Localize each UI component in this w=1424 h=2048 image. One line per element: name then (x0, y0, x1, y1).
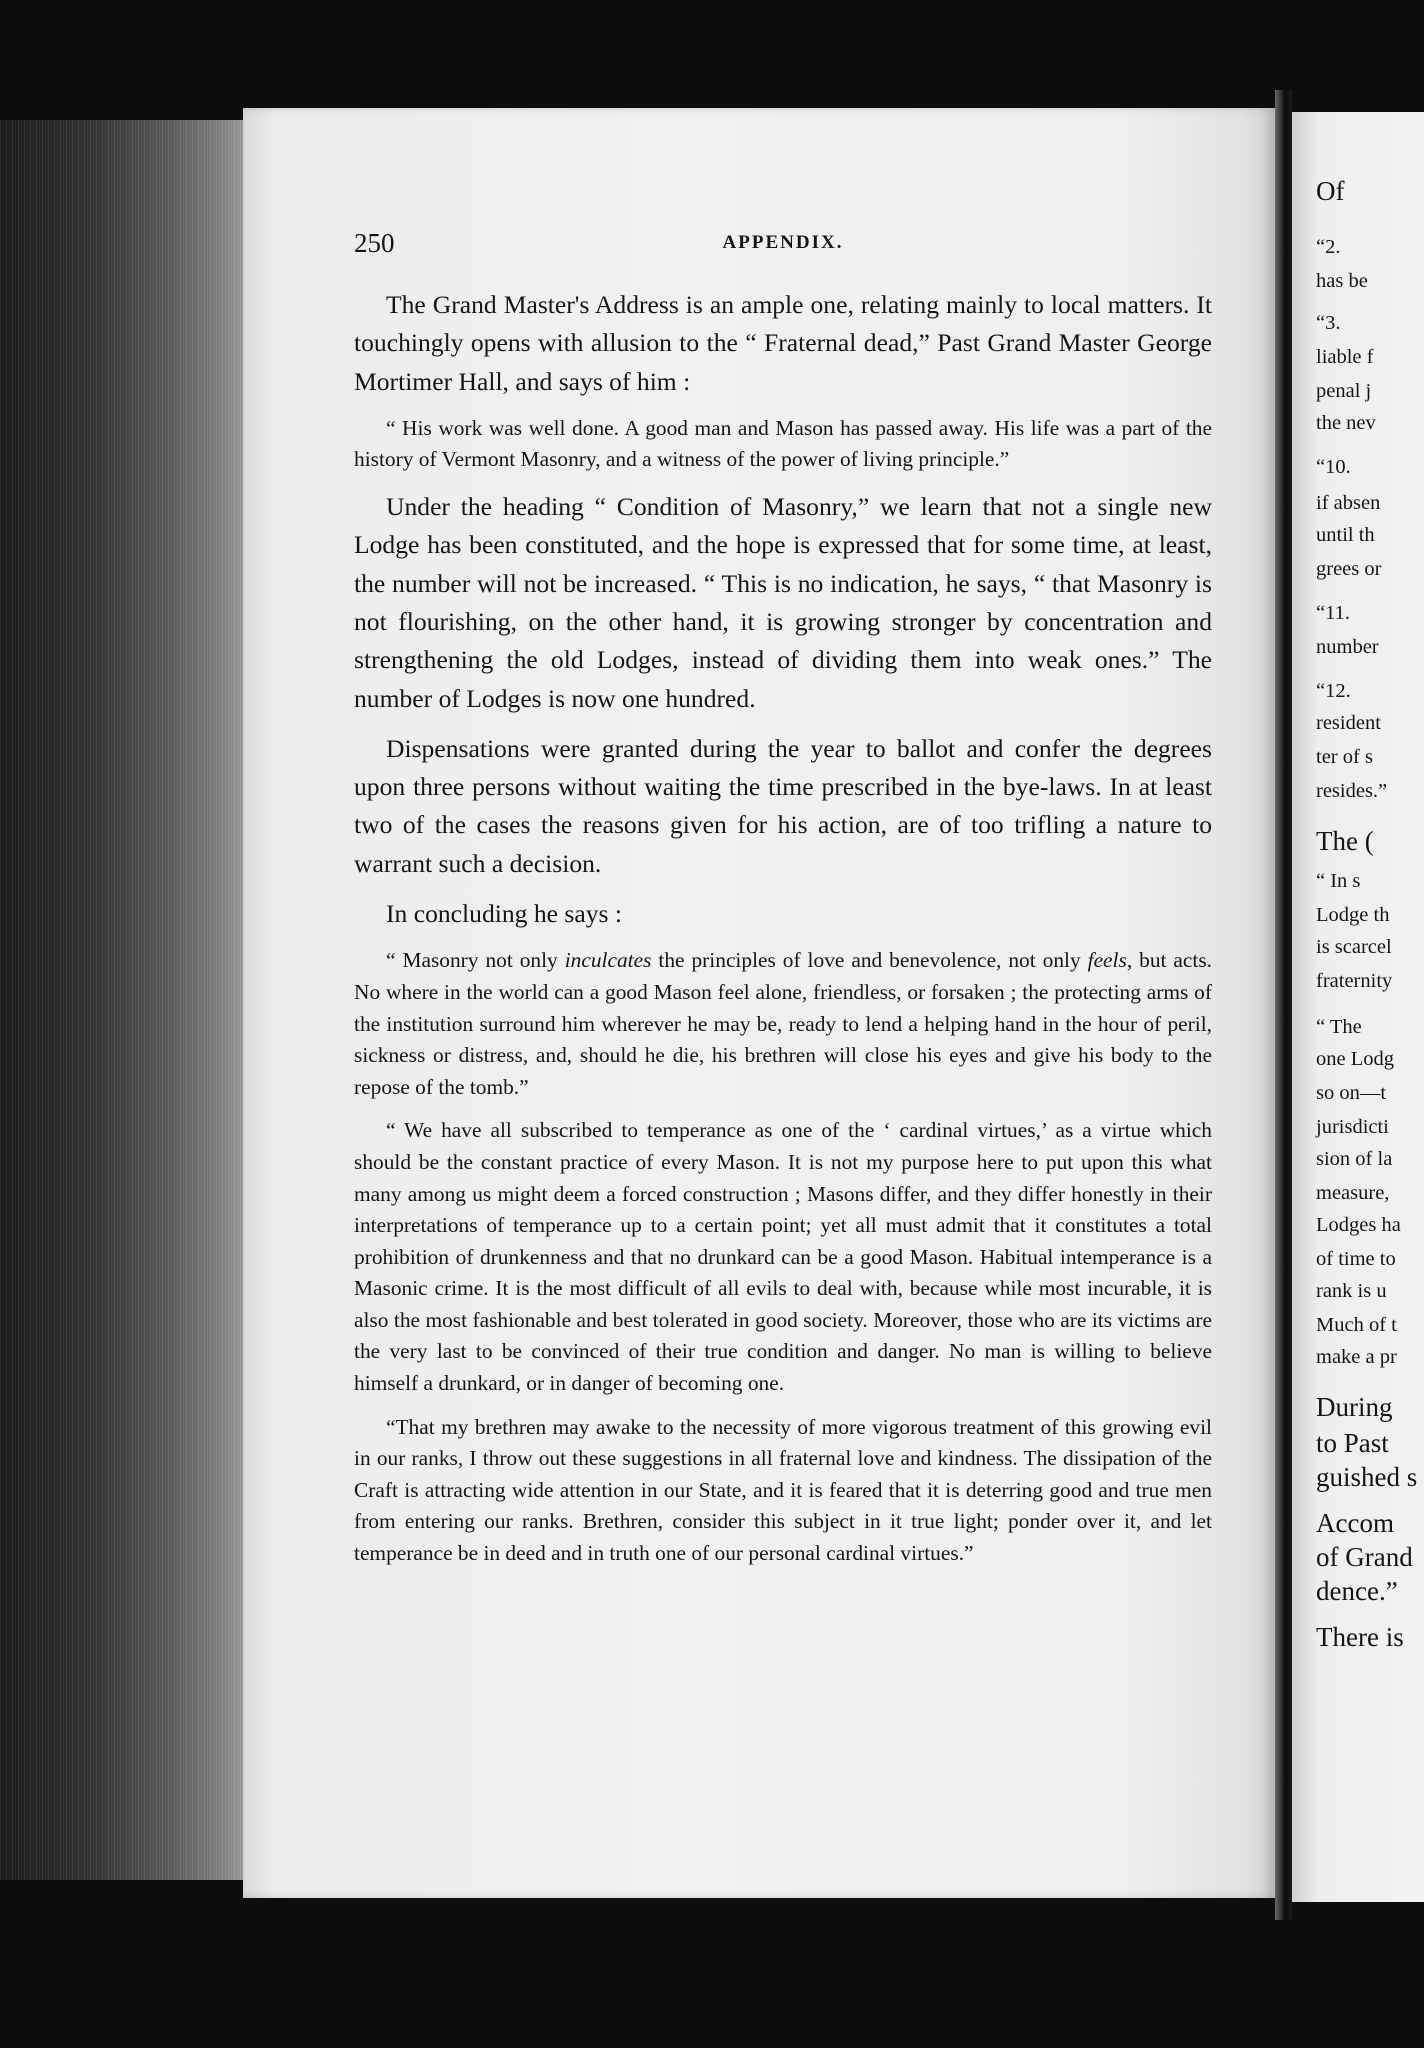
facing-page-line: penal j (1316, 380, 1372, 402)
facing-page-line: guished s (1316, 1462, 1418, 1492)
facing-page-line: liable f (1316, 346, 1374, 368)
facing-page-line: grees or (1316, 558, 1382, 580)
facing-page-line: ter of s (1316, 746, 1373, 768)
facing-page-line: fraternity (1316, 970, 1393, 992)
facing-page-line: Much of t (1316, 1314, 1397, 1336)
facing-page-line: so on—t (1316, 1082, 1387, 1104)
book-gutter (1275, 90, 1292, 1920)
facing-page-line: resident (1316, 712, 1381, 734)
paragraph-dispensations: Dispensations were granted during the year to ballot and confer the degrees upon three persons without waiting the time prescribed in the bye-laws. In at least two of the cases the reasons given for his action, are of too trifling a nature to warrant such a decision. (354, 733, 1212, 878)
facing-page-line: if absen (1316, 492, 1381, 514)
facing-page-line: “2. (1316, 236, 1341, 258)
facing-page-line: jurisdicti (1316, 1116, 1389, 1138)
facing-page-line: There is (1316, 1622, 1404, 1652)
facing-page-line: “ The (1316, 1016, 1362, 1038)
quote-text: , but acts. No where in the world can a good Mason feel alone, friendless, or forsaken ; the protecting arms of the institution surround him wherever he may be, ready to lend a helping hand in the hour of peril, sickness or distress, and, should he die, his brethren will close his eyes and give his body to the repose of the tomb.” (354, 948, 1213, 1099)
facing-page-line: The ( (1316, 826, 1374, 856)
facing-page-line: rank is u (1316, 1280, 1387, 1302)
facing-page-line: the nev (1316, 412, 1376, 434)
facing-page-line: to Past (1316, 1428, 1389, 1458)
facing-page-line: “3. (1316, 312, 1341, 334)
emphasis-feels: feels (1087, 948, 1127, 973)
facing-page (1292, 112, 1424, 1902)
facing-page-line: Lodges ha (1316, 1214, 1401, 1236)
facing-page-line: has be (1316, 270, 1368, 292)
facing-page-line: of Grand (1316, 1542, 1413, 1572)
facing-page-line: Accom (1316, 1508, 1394, 1538)
page-text-block (354, 228, 1212, 1582)
running-title: APPENDIX. (722, 232, 844, 253)
facing-page-line: “10. (1316, 456, 1351, 478)
facing-page-line: until th (1316, 524, 1375, 546)
facing-page-line: “12. (1316, 680, 1351, 702)
facing-page-line: make a pr (1316, 1346, 1397, 1368)
facing-page-line: Of (1316, 176, 1345, 206)
paragraph-condition-of-masonry: Under the heading “ Condition of Masonry,” we learn that not a single new Lodge has been constituted, and the hope is expressed that for some time, at least, the number will not be increased. “ This is no indication, he says, “ that Masonry is not flourishing, on the other hand, it is growing stronger by concentration and strengthening the old Lodges, instead of dividing them into weak ones.” The number of Lodges is now one hundred. (354, 492, 1212, 713)
quote-text: the principles of love and benevolence, not only (651, 948, 1088, 973)
paragraph-in-concluding: In concluding he says : (386, 899, 622, 929)
quote-masonry-not-only (354, 945, 1212, 1103)
facing-page-line: measure, (1316, 1182, 1390, 1204)
paragraph-grand-master-address: The Grand Master's Address is an ample one, relating mainly to local matters. It touchingly opens with allusion to the “ Fraternal dead,” Past Grand Master George Mortimer Hall, and says of him : (354, 290, 1212, 396)
facing-page-line: resides.” (1316, 780, 1388, 802)
book-fore-edge (0, 120, 245, 1880)
emphasis-inculcates: inculcates (564, 948, 652, 973)
facing-page-line: sion of la (1316, 1148, 1393, 1170)
facing-page-line: During (1316, 1392, 1393, 1422)
facing-page-line: dence.” (1316, 1576, 1398, 1606)
quote-temperance: “ We have all subscribed to temperance as one of the ‘ cardinal virtues,’ as a virtue which should be the constant practice of every Mason. It is not my purpose here to put upon this what many among us might deem a forced construction ; Masons differ, and they differ honestly in their interpretations of temperance up to a certain point; yet all must admit that it constitutes a total prohibition of drunkenness and that no drunkard can be a good Mason. Habitual intemperance is a Masonic crime. It is the most difficult of all evils to deal with, because while most incurable, it is also the most fashionable and best tolerated in good society. Moreover, those who are its victims are the very last to be convinced of their true condition and danger. No man is willing to believe himself a drunkard, or in danger of becoming one. (354, 1118, 1212, 1396)
facing-page-line: of time to (1316, 1248, 1396, 1270)
quote-his-work: “ His work was well done. A good man and Mason has passed away. His life was a part of the history of Vermont Masonry, and a witness of the power of living principle.” (354, 415, 1212, 472)
quote-brethren-awake: “That my brethren may awake to the necessity of more vigorous treatment of this growing evil in our ranks, I throw out these suggestions in all fraternal love and kindness. The dissipation of the Craft is attracting wide attention in our State, and it is feared that it is deterring good and true men from entering our ranks. Brethren, consider this subject in it true light; ponder over it, and let temperance be in deed and in truth one of our personal cardinal virtues.” (354, 1414, 1212, 1566)
facing-page-line: “ In s (1316, 870, 1361, 892)
facing-page-line: is scarcel (1316, 936, 1392, 958)
facing-page-line: number (1316, 636, 1379, 658)
quote-text: “ Masonry not only (386, 948, 565, 973)
facing-page-line: Lodge th (1316, 904, 1390, 926)
facing-page-line: one Lodg (1316, 1048, 1394, 1070)
page-number: 250 (354, 228, 395, 258)
facing-page-line: “11. (1316, 602, 1350, 624)
running-head (354, 228, 1212, 260)
